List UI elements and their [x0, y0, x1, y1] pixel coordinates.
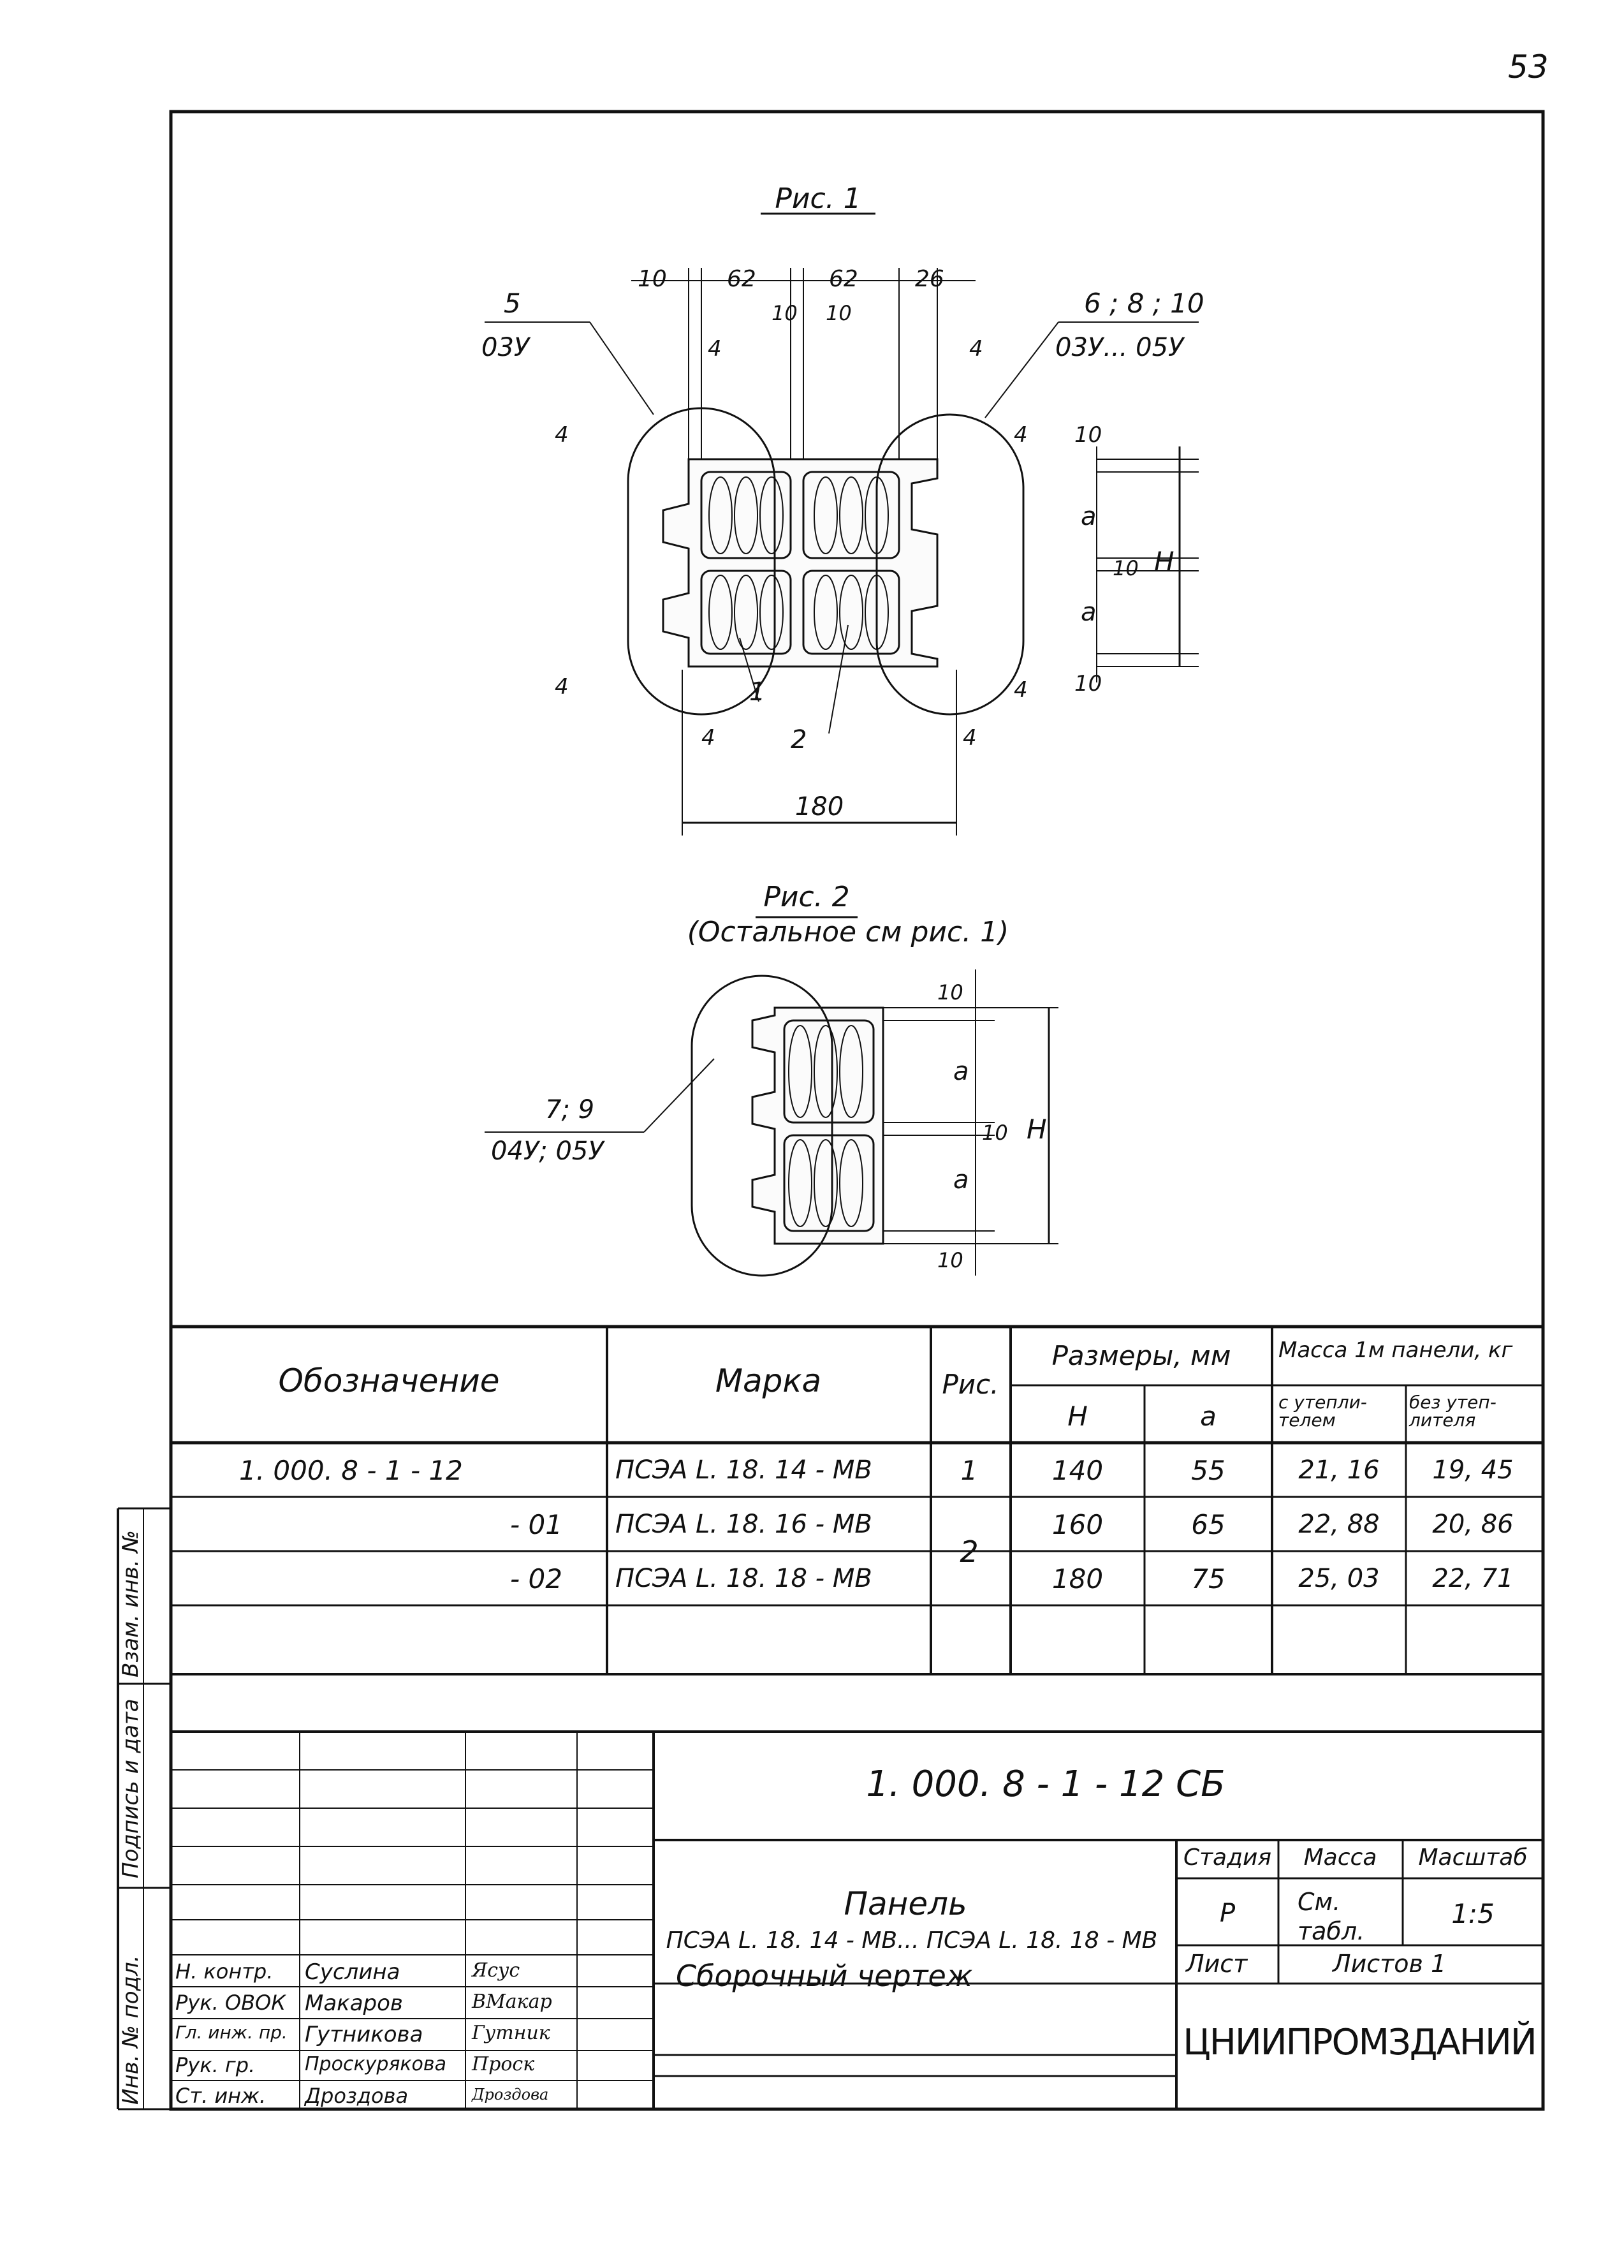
fig2-dim-10-top: 10 — [937, 980, 963, 1005]
spec-row-2-H: 180 — [1051, 1563, 1104, 1594]
scale-label: Масштаб — [1418, 1845, 1528, 1871]
fig1-dim-10-top: 10 — [638, 266, 667, 292]
spec-row-0-a: 55 — [1191, 1455, 1225, 1486]
fig2-callout-code: 04У; 05У — [491, 1137, 604, 1166]
person-0-sign: Ясус — [472, 1959, 520, 1982]
person-1-name: Макаров — [305, 1991, 403, 2016]
spec-row-2-m2: 22, 71 — [1432, 1564, 1514, 1593]
mass-label: Масса — [1303, 1845, 1377, 1871]
person-2-sign: Гутник — [472, 2022, 550, 2044]
stage-label: Стадия — [1183, 1845, 1272, 1871]
fig1-callout-right-code: 03У... 05У — [1055, 333, 1184, 362]
fig1-dim-H: H — [1154, 546, 1174, 577]
figure-2-subcaption: (Остальное см рис. 1) — [687, 916, 1009, 948]
fig1-dim-4-h: 4 — [963, 725, 977, 751]
fig1-dim-4-f: 4 — [1014, 677, 1028, 703]
mass-value: См. табл. — [1298, 1888, 1365, 1945]
person-4-sign: Дроздова — [472, 2086, 549, 2103]
side-stamp-inv: Инв. № подл. — [118, 1955, 143, 2105]
spec-row-0-mark: ПСЭА L. 18. 14 - МВ — [615, 1455, 872, 1485]
person-0-role: Н. контр. — [175, 1959, 274, 1984]
fig1-dim-26: 26 — [915, 266, 944, 292]
organization: ЦНИИПРОМЗДАНИЙ — [1183, 2022, 1536, 2063]
title-line-1: Панель — [844, 1885, 967, 1922]
fig1-dim-10-right-top: 10 — [1074, 422, 1102, 448]
person-2-role: Гл. инж. пр. — [175, 2022, 288, 2043]
spec-row-1-m1: 22, 88 — [1298, 1510, 1380, 1539]
person-4-name: Дроздова — [305, 2084, 409, 2108]
fig1-dim-62-right: 62 — [829, 266, 858, 292]
fig2-dim-10-mid: 10 — [982, 1121, 1008, 1145]
spec-row-2-m1: 25, 03 — [1298, 1564, 1380, 1593]
spec-header-designation: Обозначение — [278, 1362, 500, 1399]
fig1-dim-10-right-mid: 10 — [1113, 556, 1139, 580]
title-line-2: ПСЭА L. 18. 14 - МВ... ПСЭА L. 18. 18 - МВ — [666, 1927, 1158, 1954]
page-number: 53 — [1508, 48, 1549, 85]
fig1-callout-left-code: 03У — [481, 333, 530, 362]
spec-row-0-designation: 1. 000. 8 - 1 - 12 — [239, 1455, 463, 1486]
fig1-width: 180 — [794, 792, 844, 821]
spec-header-sizes: Размеры, мм — [1051, 1340, 1231, 1371]
fig1-dim-4-a: 4 — [708, 336, 722, 362]
spec-row-1-H: 160 — [1051, 1509, 1104, 1540]
fig1-dim-10-inner-left: 10 — [772, 301, 798, 325]
fig2-dim-a-bottom: a — [953, 1165, 969, 1195]
fig1-dim-10-inner-right: 10 — [826, 301, 852, 325]
stage-value: Р — [1219, 1899, 1236, 1928]
fig2-dim-H: H — [1027, 1114, 1047, 1145]
person-0-name: Суслина — [305, 1959, 400, 1985]
fig1-dim-4-g: 4 — [701, 725, 715, 751]
spec-row-2-a: 75 — [1191, 1563, 1225, 1594]
sheets-label: Листов 1 — [1333, 1950, 1447, 1978]
spec-header-with-ins: с утепли-телем — [1278, 1392, 1367, 1431]
fig2-dim-a-top: a — [953, 1057, 969, 1086]
fig2-dim-10-bottom: 10 — [937, 1248, 963, 1272]
doc-code: 1. 000. 8 - 1 - 12 СБ — [866, 1764, 1225, 1805]
person-1-sign: ВМакар — [472, 1991, 552, 2013]
scale-value: 1:5 — [1451, 1898, 1495, 1929]
title-line-3: Сборочный чертеж — [676, 1959, 973, 1993]
spec-header-mark: Марка — [715, 1362, 822, 1399]
fig1-dim-a-top: a — [1081, 502, 1097, 531]
spec-row-1-a: 65 — [1191, 1509, 1225, 1540]
spec-row-1-m2: 20, 86 — [1432, 1510, 1514, 1539]
fig1-dim-4-b: 4 — [969, 336, 983, 362]
spec-header-a: а — [1200, 1401, 1217, 1432]
person-3-name: Проскурякова — [305, 2053, 446, 2075]
person-1-role: Рук. ОВОК — [175, 1991, 286, 2015]
spec-header-fig: Рис. — [942, 1369, 999, 1400]
side-stamp-sign-date: Подпись и дата — [118, 1698, 143, 1878]
sheet-label: Лист — [1186, 1950, 1248, 1978]
spec-row-1-mark: ПСЭА L. 18. 16 - МВ — [615, 1510, 872, 1539]
fig1-pos-1: 1 — [749, 677, 766, 707]
fig1-callout-right-num: 6 ; 8 ; 10 — [1084, 288, 1204, 319]
fig1-dim-10-right-bottom: 10 — [1074, 671, 1102, 696]
spec-row-1-designation: - 01 — [510, 1509, 562, 1540]
figure-2-caption: Рис. 2 — [763, 881, 850, 913]
spec-header-without-ins: без утеп-лителя — [1409, 1392, 1496, 1431]
spec-header-H: Н — [1067, 1401, 1088, 1432]
spec-row-0-m1: 21, 16 — [1298, 1455, 1380, 1485]
fig1-pos-2: 2 — [791, 725, 807, 755]
fig1-callout-left-num: 5 — [504, 288, 521, 319]
spec-header-mass: Масса 1м панели, кг — [1278, 1337, 1513, 1363]
side-stamp-replace-inv: Взам. инв. № — [118, 1530, 143, 1677]
figure-1-caption: Рис. 1 — [775, 182, 861, 215]
spec-row-1-fig: 2 — [960, 1535, 979, 1569]
spec-row-0-fig: 1 — [960, 1455, 978, 1486]
fig2-callout-num: 7; 9 — [545, 1095, 595, 1124]
person-3-sign: Проск — [472, 2053, 535, 2075]
fig1-dim-62-left: 62 — [727, 266, 756, 292]
fig1-dim-4-c: 4 — [555, 422, 569, 448]
fig1-dim-a-bottom: a — [1081, 598, 1097, 627]
spec-row-0-m2: 19, 45 — [1432, 1455, 1514, 1485]
fig1-dim-4-d: 4 — [1014, 422, 1028, 448]
person-4-role: Ст. инж. — [175, 2084, 267, 2108]
fig1-dim-4-e: 4 — [555, 674, 569, 700]
person-3-role: Рук. гр. — [175, 2053, 256, 2077]
person-2-name: Гутникова — [305, 2022, 423, 2047]
spec-row-0-H: 140 — [1051, 1455, 1104, 1486]
spec-row-2-mark: ПСЭА L. 18. 18 - МВ — [615, 1564, 872, 1593]
spec-row-2-designation: - 02 — [510, 1563, 562, 1594]
